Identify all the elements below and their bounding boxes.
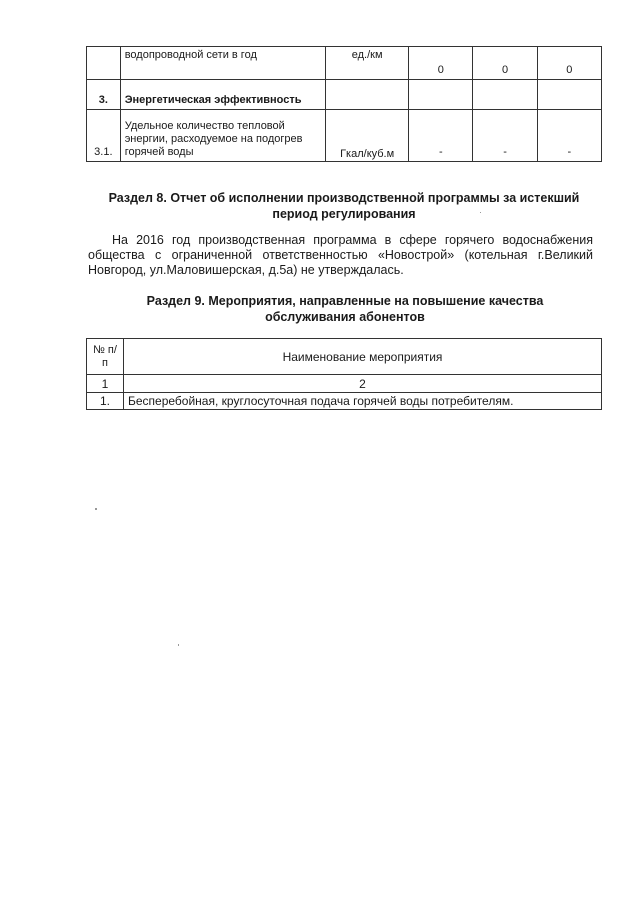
indicator-value: - [537, 110, 601, 162]
section9-title: Раздел 9. Мероприятия, направленные на повышение качества обслуживания абонентов [146, 294, 544, 324]
row-number [87, 47, 121, 80]
table-index-row [87, 375, 602, 393]
measures-table [86, 338, 602, 410]
header-number: № п/п [87, 339, 124, 375]
header-name: Наименование мероприятия [124, 339, 602, 375]
table-row [87, 80, 602, 110]
index-cell: 2 [124, 375, 602, 393]
indicators-table [86, 46, 602, 162]
row-number: 1. [87, 393, 124, 410]
indicator-unit [326, 80, 409, 110]
table-row [87, 110, 602, 162]
scan-speck [178, 644, 179, 646]
table-row [87, 47, 602, 80]
scan-speck [480, 212, 481, 213]
section8-title: Раздел 8. Отчет об исполнении производственной программы за истекший период регулирования [108, 191, 580, 221]
indicator-value [473, 80, 537, 110]
table-header-row [87, 339, 602, 375]
indicator-value: - [409, 110, 473, 162]
row-number: 3.1. [87, 110, 121, 162]
indicator-unit: Гкал/куб.м [326, 110, 409, 162]
indicator-value: - [473, 110, 537, 162]
row-number: 3. [87, 80, 121, 110]
indicator-name: Удельное количество тепловой энергии, расходуемое на подогрев горячей воды [120, 110, 325, 162]
indicator-name: водопроводной сети в год [120, 47, 325, 80]
indicator-name: Энергетическая эффективность [120, 80, 325, 110]
indicator-value [409, 80, 473, 110]
indicator-unit: ед./км [326, 47, 409, 80]
index-cell: 1 [87, 375, 124, 393]
indicator-value [537, 80, 601, 110]
measure-name: Бесперебойная, круглосуточная подача горячей воды потребителям. [124, 393, 602, 410]
scan-speck [95, 508, 97, 510]
section8-text: На 2016 год производственная программа в сфере горячего водоснабжения общества с ограниченной ответственностью «Новострой» (котельная г.Великий Новгород, ул.Маловишерская, д.5а) не утверждалась. [88, 233, 593, 277]
table-row [87, 393, 602, 410]
indicator-value: 0 [473, 47, 537, 80]
indicator-value: 0 [409, 47, 473, 80]
indicator-value: 0 [537, 47, 601, 80]
